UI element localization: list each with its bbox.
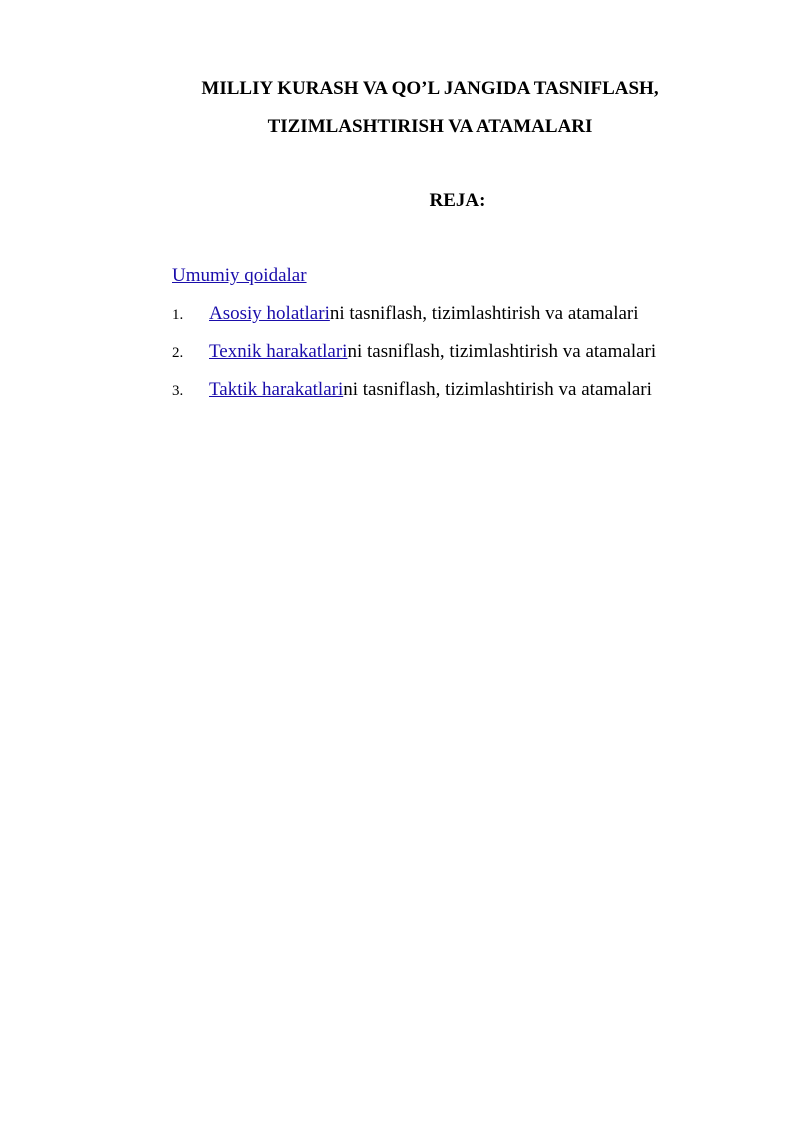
basic-positions-link[interactable]: Asosiy holatlari <box>209 303 330 324</box>
plan-heading: REJA: <box>429 190 486 211</box>
plan-item-text <box>209 302 639 326</box>
plan-item-number: 2. <box>172 345 184 361</box>
plan-item-rest: ni tasniflash, tizimlashtirish va atamalari <box>347 341 657 362</box>
document-title-line-2: TIZIMLASHTIRISH VA ATAMALARI <box>267 116 593 137</box>
plan-item-text <box>209 378 652 402</box>
plan-item-text <box>209 340 656 364</box>
document-title-line-1: MILLIY KURASH VA QO’L JANGIDA TASNIFLASH, <box>201 78 659 99</box>
plan-item-rest: ni tasniflash, tizimlashtirish va atamalari <box>329 303 639 324</box>
plan-item-rest: ni tasniflash, tizimlashtirish va atamalari <box>343 379 652 400</box>
tactical-actions-link[interactable]: Taktik harakatlari <box>209 379 344 400</box>
technical-actions-link[interactable]: Texnik harakatlari <box>209 341 348 362</box>
plan-item-number: 3. <box>172 383 184 399</box>
plan-item-number: 1. <box>172 307 184 323</box>
general-rules-link[interactable]: Umumiy qoidalar <box>172 265 307 286</box>
